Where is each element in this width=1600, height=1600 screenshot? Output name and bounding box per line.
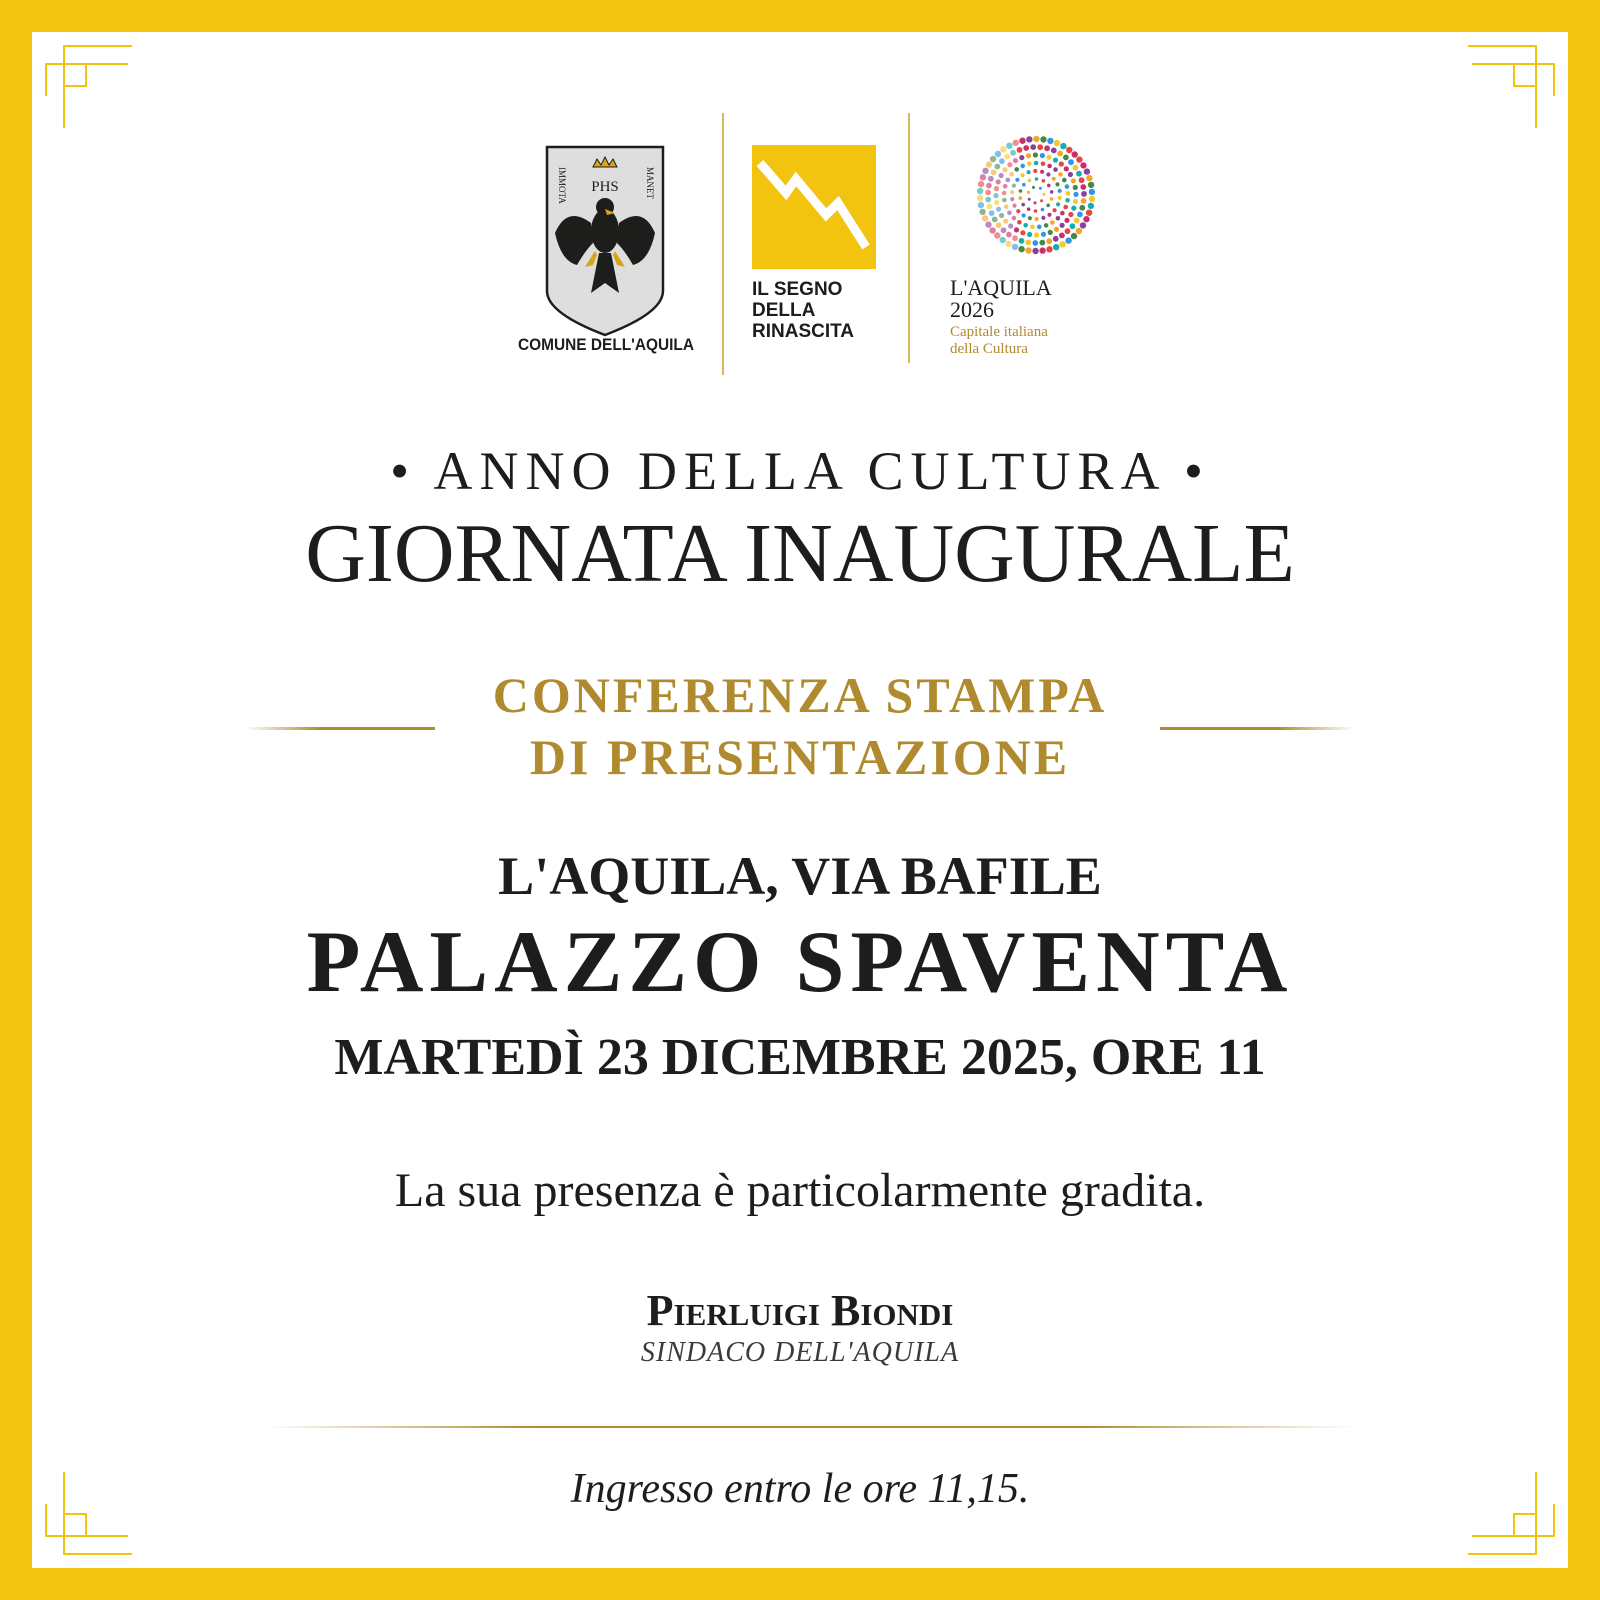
capitale-line2: 2026 [950, 297, 994, 322]
segno-line2: DELLA [752, 300, 816, 321]
event-date: MARTEDÌ 23 DICEMBRE 2025, ORE 11 [334, 1029, 1266, 1086]
ingresso-note: Ingresso entro le ore 11,15. [570, 1466, 1030, 1512]
segno-line3: RINASCITA [752, 321, 855, 342]
comune-logo [515, 143, 697, 353]
gold-rule-bottom [265, 1426, 1355, 1428]
aquila-2026-logo [948, 133, 1098, 357]
capitale-line1: L'AQUILA [950, 275, 1052, 300]
presenza-text: La sua presenza è particolarmente gradita. [394, 1164, 1206, 1217]
giornata-inaugurale: GIORNATA INAUGURALE [305, 507, 1295, 600]
signer-name: Pierluigi Biondi [646, 1286, 954, 1335]
location-street: L'AQUILA, VIA BAFILE [498, 846, 1102, 906]
conferenza-line2: DI PRESENTAZIONE [529, 729, 1071, 785]
logo-divider [722, 113, 724, 375]
comune-motto-right: MANET [645, 167, 655, 199]
comune-monogram: PHS [591, 179, 619, 195]
capitale-line4: della Cultura [950, 341, 1028, 357]
frame-bottom [0, 1568, 1600, 1600]
logos-row [0, 105, 1600, 370]
location-palazzo: PALAZZO SPAVENTA [306, 914, 1294, 1011]
signer-role: SINDACO DELL'AQUILA [640, 1337, 960, 1368]
segno-line1: IL SEGNO [752, 279, 843, 300]
frame-top [0, 0, 1600, 32]
anno-della-cultura: • ANNO DELLA CULTURA • [390, 441, 1210, 501]
logo-divider [908, 113, 910, 363]
comune-motto-left: IMMOTA [557, 167, 567, 204]
capitale-line3: Capitale italiana [950, 324, 1048, 340]
comune-caption: COMUNE DELL'AQUILA [518, 335, 694, 354]
rose-window-icon [977, 136, 1095, 254]
conferenza-line1: CONFERENZA STAMPA [492, 667, 1108, 723]
segno-logo [752, 145, 882, 345]
